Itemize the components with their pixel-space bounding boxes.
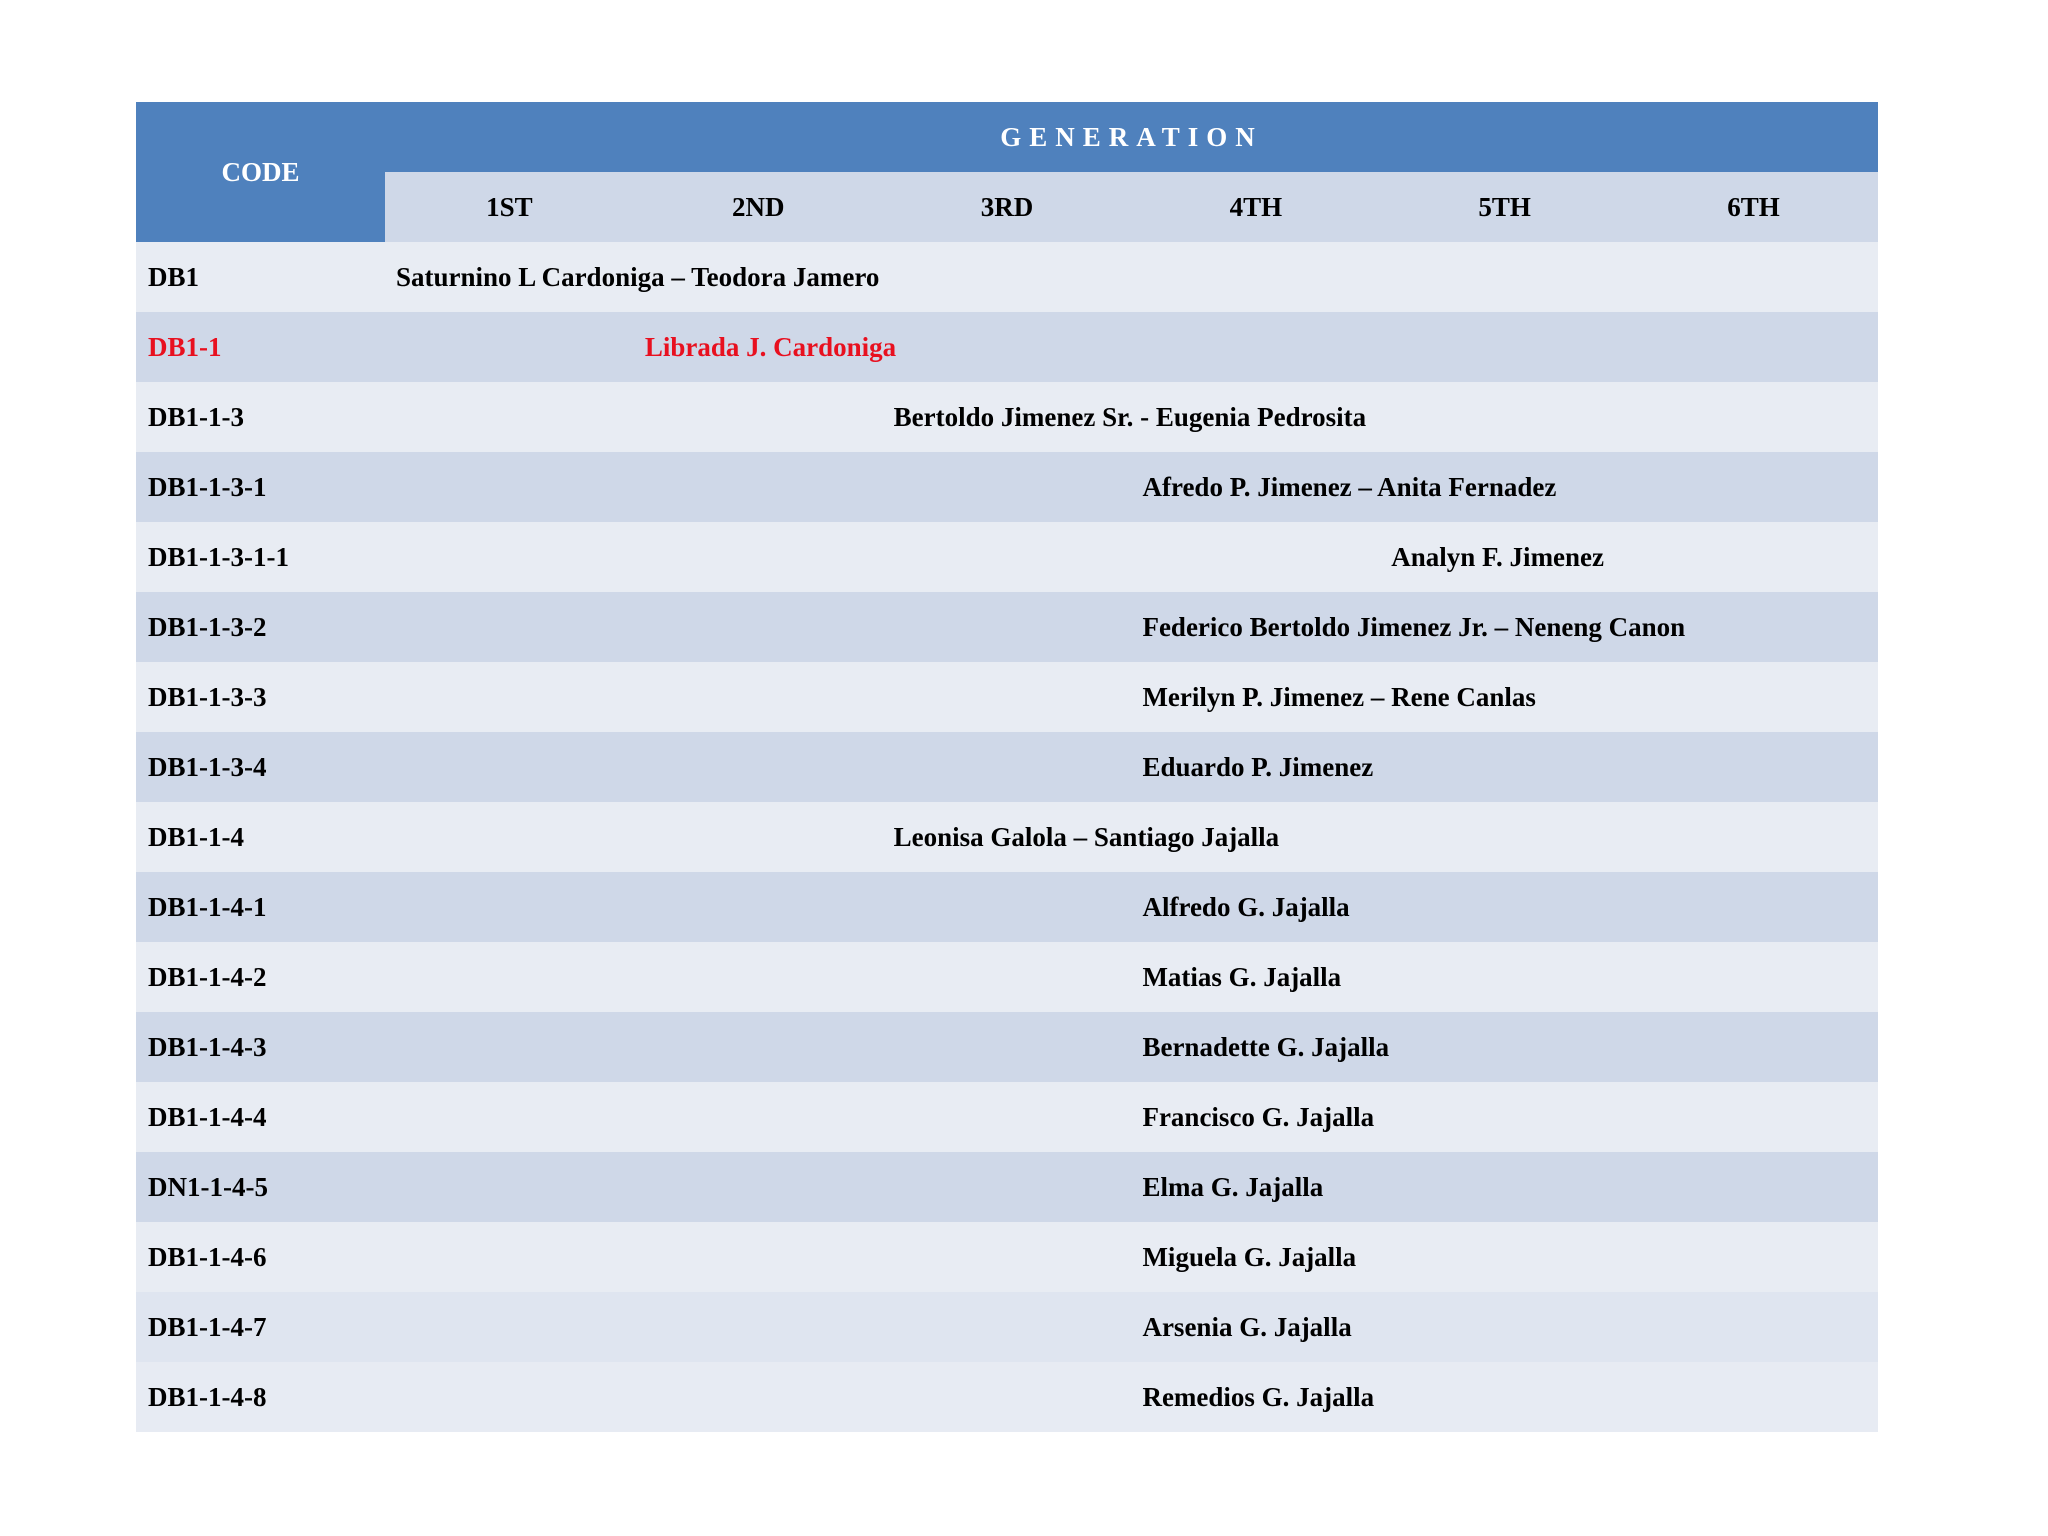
empty-generation-cell bbox=[883, 1222, 1132, 1292]
code-cell: DB1-1-4-7 bbox=[136, 1292, 385, 1362]
empty-generation-cell bbox=[385, 522, 634, 592]
empty-generation-cell bbox=[883, 942, 1132, 1012]
code-cell: DB1-1-4-4 bbox=[136, 1082, 385, 1152]
empty-generation-cell bbox=[883, 1082, 1132, 1152]
code-column-header: CODE bbox=[136, 102, 385, 242]
empty-generation-cell bbox=[634, 592, 883, 662]
empty-generation-cell bbox=[385, 942, 634, 1012]
code-cell: DB1-1-4-3 bbox=[136, 1012, 385, 1082]
empty-generation-cell bbox=[385, 1012, 634, 1082]
empty-generation-cell bbox=[385, 1152, 634, 1222]
table-row bbox=[136, 452, 1878, 522]
empty-generation-cell bbox=[634, 1292, 883, 1362]
table-row bbox=[136, 732, 1878, 802]
table-row bbox=[136, 1082, 1878, 1152]
empty-generation-cell bbox=[634, 1152, 883, 1222]
empty-generation-cell bbox=[883, 1152, 1132, 1222]
name-cell: Analyn F. Jimenez bbox=[1380, 522, 1878, 592]
empty-generation-cell bbox=[385, 872, 634, 942]
table-row bbox=[136, 592, 1878, 662]
empty-generation-cell bbox=[634, 522, 883, 592]
code-cell: DB1-1-3-2 bbox=[136, 592, 385, 662]
table-row bbox=[136, 872, 1878, 942]
name-cell: Federico Bertoldo Jimenez Jr. – Neneng Canon bbox=[1131, 592, 1878, 662]
code-cell: DB1-1-4-6 bbox=[136, 1222, 385, 1292]
code-cell: DB1-1-3-1-1 bbox=[136, 522, 385, 592]
table-row bbox=[136, 1012, 1878, 1082]
empty-generation-cell bbox=[634, 1362, 883, 1432]
name-cell: Elma G. Jajalla bbox=[1131, 1152, 1878, 1222]
code-cell: DB1-1-4-1 bbox=[136, 872, 385, 942]
table-row bbox=[136, 522, 1878, 592]
empty-generation-cell bbox=[385, 732, 634, 802]
empty-generation-cell bbox=[883, 732, 1132, 802]
code-cell: DB1-1-3-3 bbox=[136, 662, 385, 732]
code-cell: DB1-1 bbox=[136, 312, 385, 382]
empty-generation-cell bbox=[883, 522, 1132, 592]
empty-generation-cell bbox=[634, 802, 883, 872]
generation-column-header: 5TH bbox=[1380, 172, 1629, 242]
empty-generation-cell bbox=[634, 382, 883, 452]
empty-generation-cell bbox=[883, 662, 1132, 732]
name-cell: Afredo P. Jimenez – Anita Fernadez bbox=[1131, 452, 1878, 522]
table-row bbox=[136, 242, 1878, 312]
name-cell: Saturnino L Cardoniga – Teodora Jamero bbox=[385, 242, 1878, 312]
name-cell: Leonisa Galola – Santiago Jajalla bbox=[883, 802, 1878, 872]
empty-generation-cell bbox=[634, 662, 883, 732]
table-row bbox=[136, 802, 1878, 872]
empty-generation-cell bbox=[1131, 522, 1380, 592]
empty-generation-cell bbox=[385, 452, 634, 522]
empty-generation-cell bbox=[883, 872, 1132, 942]
name-cell: Bertoldo Jimenez Sr. - Eugenia Pedrosita bbox=[883, 382, 1878, 452]
code-cell: DB1-1-4-8 bbox=[136, 1362, 385, 1432]
empty-generation-cell bbox=[385, 1292, 634, 1362]
code-cell: DB1-1-3 bbox=[136, 382, 385, 452]
empty-generation-cell bbox=[634, 732, 883, 802]
code-cell: DB1-1-3-1 bbox=[136, 452, 385, 522]
code-cell: DN1-1-4-5 bbox=[136, 1152, 385, 1222]
empty-generation-cell bbox=[385, 802, 634, 872]
empty-generation-cell bbox=[385, 662, 634, 732]
empty-generation-cell bbox=[634, 1012, 883, 1082]
empty-generation-cell bbox=[883, 1362, 1132, 1432]
name-cell: Librada J. Cardoniga bbox=[634, 312, 1878, 382]
header-row-top bbox=[136, 102, 1878, 172]
name-cell: Arsenia G. Jajalla bbox=[1131, 1292, 1878, 1362]
name-cell: Francisco G. Jajalla bbox=[1131, 1082, 1878, 1152]
empty-generation-cell bbox=[883, 1012, 1132, 1082]
empty-generation-cell bbox=[634, 872, 883, 942]
empty-generation-cell bbox=[634, 942, 883, 1012]
name-cell: Alfredo G. Jajalla bbox=[1131, 872, 1878, 942]
table-row bbox=[136, 662, 1878, 732]
table-row bbox=[136, 1152, 1878, 1222]
empty-generation-cell bbox=[634, 1082, 883, 1152]
empty-generation-cell bbox=[385, 1362, 634, 1432]
table-row bbox=[136, 312, 1878, 382]
table-header bbox=[136, 102, 1878, 242]
name-cell: Merilyn P. Jimenez – Rene Canlas bbox=[1131, 662, 1878, 732]
table-row bbox=[136, 1292, 1878, 1362]
empty-generation-cell bbox=[883, 1292, 1132, 1362]
header-row-generations bbox=[136, 172, 1878, 242]
generation-column-header: 4TH bbox=[1131, 172, 1380, 242]
generation-header: GENERATION bbox=[385, 102, 1878, 172]
empty-generation-cell bbox=[634, 452, 883, 522]
code-cell: DB1-1-3-4 bbox=[136, 732, 385, 802]
generation-column-header: 6TH bbox=[1629, 172, 1878, 242]
empty-generation-cell bbox=[883, 592, 1132, 662]
name-cell: Bernadette G. Jajalla bbox=[1131, 1012, 1878, 1082]
empty-generation-cell bbox=[883, 452, 1132, 522]
name-cell: Miguela G. Jajalla bbox=[1131, 1222, 1878, 1292]
table-row bbox=[136, 1362, 1878, 1432]
empty-generation-cell bbox=[385, 1222, 634, 1292]
table-row bbox=[136, 942, 1878, 1012]
genealogy-table bbox=[136, 102, 1878, 1432]
code-cell: DB1 bbox=[136, 242, 385, 312]
table-row bbox=[136, 1222, 1878, 1292]
generation-column-header: 3RD bbox=[883, 172, 1132, 242]
generation-column-header: 1ST bbox=[385, 172, 634, 242]
code-cell: DB1-1-4-2 bbox=[136, 942, 385, 1012]
empty-generation-cell bbox=[385, 312, 634, 382]
table-row bbox=[136, 382, 1878, 452]
empty-generation-cell bbox=[385, 1082, 634, 1152]
code-cell: DB1-1-4 bbox=[136, 802, 385, 872]
name-cell: Remedios G. Jajalla bbox=[1131, 1362, 1878, 1432]
generation-column-header: 2ND bbox=[634, 172, 883, 242]
empty-generation-cell bbox=[385, 382, 634, 452]
name-cell: Eduardo P. Jimenez bbox=[1131, 732, 1878, 802]
name-cell: Matias G. Jajalla bbox=[1131, 942, 1878, 1012]
table-body bbox=[136, 242, 1878, 1432]
empty-generation-cell bbox=[385, 592, 634, 662]
empty-generation-cell bbox=[634, 1222, 883, 1292]
